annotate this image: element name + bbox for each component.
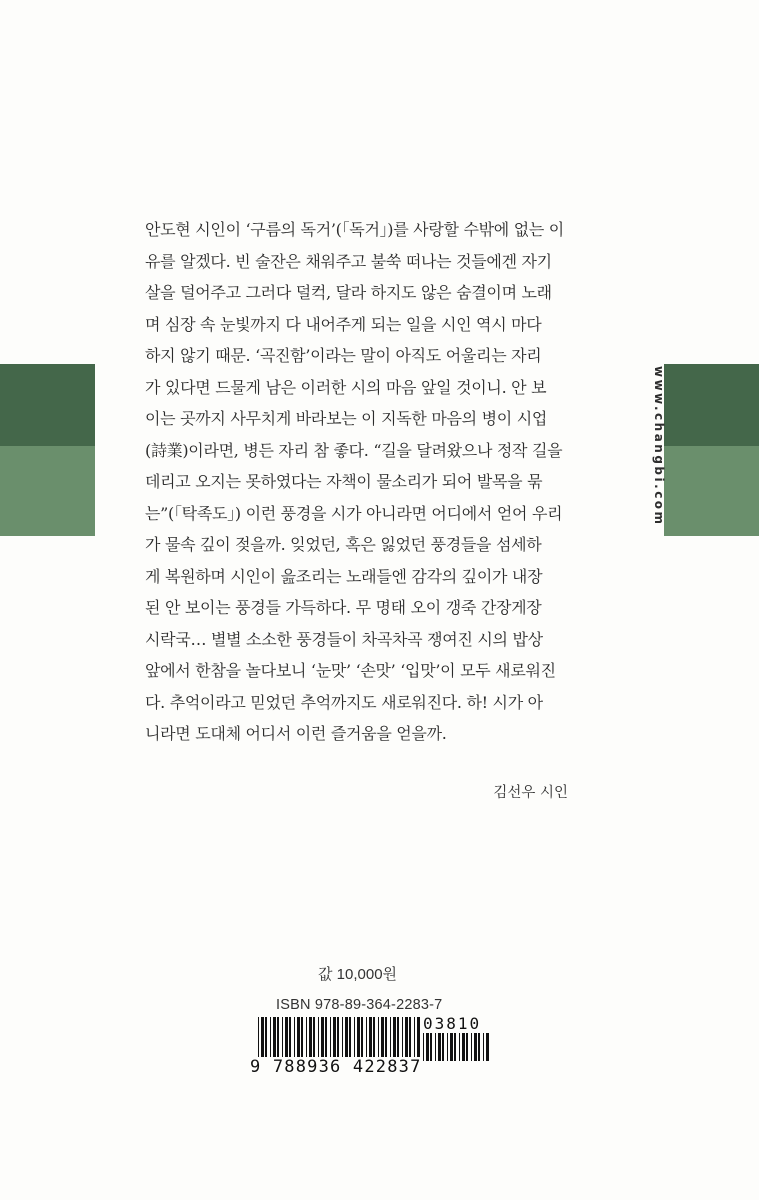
barcode-bar [450, 1033, 453, 1061]
barcode-bar [282, 1017, 283, 1057]
barcode-bar [261, 1017, 264, 1057]
barcode-bar [366, 1017, 367, 1057]
barcode-bar [409, 1017, 411, 1057]
barcode-bar [342, 1017, 343, 1057]
blurb-author: 김선우 시인 [493, 785, 568, 801]
blurb-line: 이는 곳까지 사무치게 바라보는 이 지독한 마음의 병이 시업 [145, 409, 548, 428]
blurb-line: 다. 추억이라고 믿었던 추억까지도 새로워진다. 하! 시가 아 [145, 692, 543, 712]
barcode-bar [309, 1017, 312, 1057]
addon-digits: 03810 [423, 1014, 482, 1033]
barcode-bar [430, 1033, 432, 1061]
barcode-bar [369, 1017, 372, 1057]
barcode-bar [426, 1033, 429, 1061]
blurb-line: 가 있다면 드물게 남은 이러한 시의 마음 앞일 것이니. 안 보 [145, 377, 547, 397]
barcode-bar [337, 1017, 339, 1057]
green-band-left-light [0, 446, 95, 536]
barcode-bar [405, 1017, 408, 1057]
addon-barcode [423, 1033, 489, 1061]
green-band-left-dark [0, 364, 95, 446]
barcode-bar [270, 1017, 271, 1057]
barcode-bar [273, 1017, 276, 1057]
barcode-bar [417, 1017, 420, 1057]
barcode-bar [393, 1017, 396, 1057]
barcode-bar [423, 1033, 424, 1061]
blurb-line: 안도현 시인이 ‘구름의 독거’(「독거」)를 사랑할 수밖에 없는 이 [145, 220, 564, 239]
barcode-bar [435, 1033, 436, 1061]
barcode-bar [354, 1017, 355, 1057]
blurb-line: 가 물속 깊이 젖을까. 잊었던, 혹은 잃었던 풍경들을 섬세하 [145, 535, 542, 554]
barcode-bar [294, 1017, 295, 1057]
barcode-bar [313, 1017, 315, 1057]
blurb-line: 데리고 오지는 못하였다는 자책이 물소리가 되어 발목을 묶 [145, 472, 543, 491]
barcode-bar [318, 1017, 319, 1057]
barcode-bar [345, 1017, 348, 1057]
barcode-bar [277, 1017, 279, 1057]
blurb-line: 며 심장 속 눈빛까지 다 내어주게 되는 일을 시인 역시 마다 [145, 314, 542, 334]
blurb-line: 앞에서 한참을 놀다보니 ‘눈맛’ ‘손맛’ ‘입맛’이 모두 새로워진 [145, 661, 556, 680]
barcode-bar [390, 1017, 391, 1057]
barcode-bar [265, 1017, 267, 1057]
isbn-label: ISBN 978-89-364-2283-7 [276, 997, 443, 1013]
barcode-bar [381, 1017, 384, 1057]
barcode-bar [414, 1017, 415, 1057]
blurb-line: 게 복원하며 시인이 읊조리는 노래들엔 감각의 깊이가 내장 [145, 566, 543, 586]
green-band-right-light [664, 446, 759, 536]
blurb-line: 시락국… 별별 소소한 풍경들이 차곡차곡 쟁여진 시의 밥상 [145, 629, 543, 649]
barcode-bar [349, 1017, 351, 1057]
barcode-bar [325, 1017, 327, 1057]
price-label: 값 10,000원 [318, 966, 398, 983]
publisher-url: www.changbi.com [652, 365, 666, 527]
blurb-line: (詩業)이라면, 병든 자리 참 좋다. “길을 달려왔으나 정작 길을 [145, 440, 563, 460]
barcode-bar [402, 1017, 403, 1057]
barcode-bar [397, 1017, 399, 1057]
blurb-line: 하지 않기 때문. ‘곡진함’이라는 말이 아직도 어울리는 자리 [145, 346, 542, 365]
barcode-bar [357, 1017, 360, 1057]
green-band-right-dark [664, 364, 759, 446]
blurb-line: 살을 덜어주고 그러다 덜컥, 달라 하지도 않은 숨결이며 노래 [145, 283, 552, 302]
barcode-bar [321, 1017, 324, 1057]
barcode-bar [478, 1033, 480, 1061]
barcode-bar [378, 1017, 379, 1057]
barcode-bar [285, 1017, 288, 1057]
barcode-bar [466, 1033, 468, 1061]
barcode-bar [454, 1033, 456, 1061]
blurb-line: 된 안 보이는 풍경들 가득하다. 무 명태 오이 갱죽 간장게장 [145, 598, 542, 617]
barcode-bar [385, 1017, 387, 1057]
barcode-bar [306, 1017, 307, 1057]
barcode-bar [333, 1017, 336, 1057]
blurb-line: 니라면 도대체 어디서 이런 즐거움을 얻을까. [145, 724, 447, 743]
barcode-bar [438, 1033, 441, 1061]
barcode-bar [330, 1017, 331, 1057]
barcode-bar [442, 1033, 444, 1061]
blurb-line: 유를 알겠다. 빈 술잔은 채워주고 불쑥 떠나는 것들에겐 자기 [145, 251, 552, 271]
barcode-bar [289, 1017, 291, 1057]
barcode-bar [462, 1033, 465, 1061]
barcode-bar [447, 1033, 448, 1061]
barcode-bar [474, 1033, 477, 1061]
barcode-bar [297, 1017, 300, 1057]
barcode-bar [486, 1033, 489, 1061]
barcode-bar [373, 1017, 375, 1057]
cover-blurb [145, 214, 635, 750]
barcode-bar [258, 1017, 259, 1057]
barcode-bar [471, 1033, 472, 1061]
isbn-barcode [258, 1017, 420, 1057]
barcode-bar [361, 1017, 363, 1057]
barcode-digits: 9 788936 422837 [250, 1057, 422, 1077]
blurb-line: 는”(「탁족도」) 이런 풍경을 시가 아니라면 어디에서 얻어 우리 [145, 503, 563, 523]
barcode-bar [483, 1033, 484, 1061]
barcode-bar [301, 1017, 303, 1057]
barcode-bar [459, 1033, 460, 1061]
